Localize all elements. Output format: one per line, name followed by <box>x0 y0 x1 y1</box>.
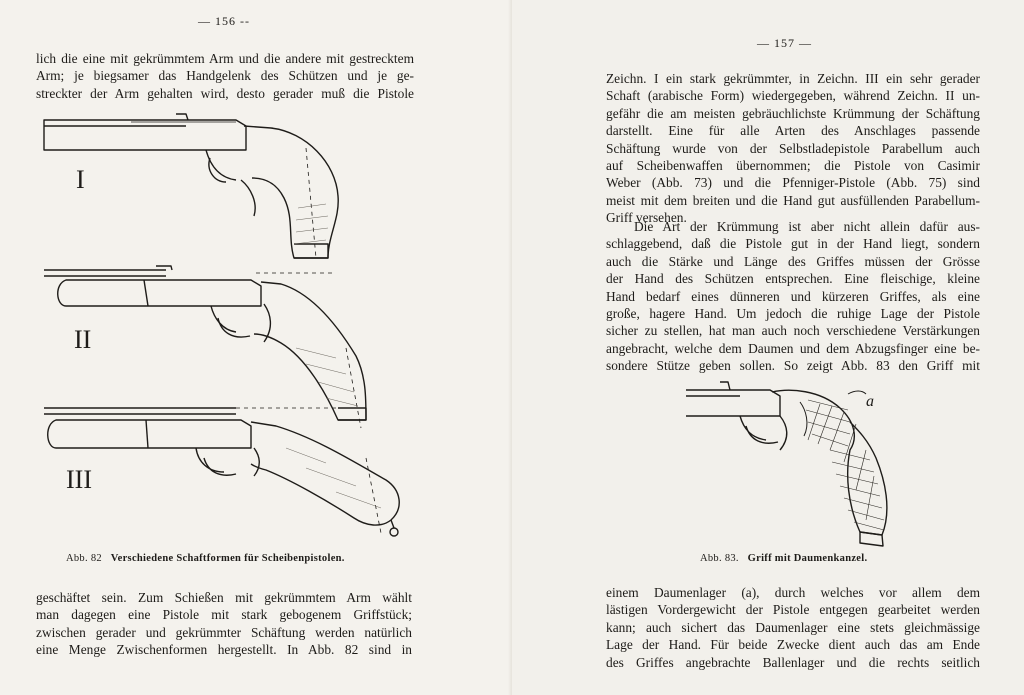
page-number-156: — 156 -- <box>198 14 250 28</box>
text-line: auf Scheibenwaffen übernommen; die Pistole von Casimir <box>606 158 980 174</box>
text-line: schlaggebend, daß die Pistole gut in der Hand liegt, sondern <box>606 236 980 252</box>
text-line: Zeichn. I ein stark gekrümmter, in Zeichn. III ein sehr gerader <box>606 71 980 86</box>
text-line: meist mit dem breiten und die Hand gut ausfüllenden Parabellum- <box>606 192 980 208</box>
caption-title: Verschiedene Schaftformen für Scheibenpistolen. <box>110 553 345 564</box>
figure-83-caption <box>700 553 867 564</box>
text-line: Weber (Abb. 73) und die Pfenniger-Pistole (Abb. 75) sind <box>606 175 980 191</box>
text-line: darstellt. Eine für alle Arten des Anschlages passende <box>606 123 980 139</box>
text-line: lästigen Vordergewicht der Pistole entgegen gearbeitet werden <box>606 602 980 618</box>
text-line: zwischen gerader und gekrümmter Schäftung werden natürlich <box>36 624 412 640</box>
label-i: I <box>76 165 85 194</box>
text-line: der Hand des Schützen entsprechen. Eine fleischige, kleine <box>606 271 980 287</box>
text-line: Griff versehen. <box>606 210 687 226</box>
text-line: große, hagere Hand. Um jedoch die ruhige Lage der Pistole <box>606 306 980 322</box>
text-line: Lage der Hand. Für beide Zwecke dient auch das am Ende <box>606 637 980 653</box>
label-a: a <box>866 393 874 410</box>
figure-83-grip <box>680 380 910 560</box>
text-line: lich die eine mit gekrümmtem Arm und die andere mit gestrecktem <box>36 51 414 66</box>
caption-title: Griff mit Daumenkanzel. <box>747 553 868 564</box>
text-line: Arm; je biegsamer das Handgelenk des Schützen und je ge- <box>36 68 414 84</box>
right-paragraph-bottom <box>606 584 980 671</box>
text-line: streckter der Arm gehalten wird, desto gerader muß die Pistole <box>36 85 414 101</box>
text-line: einem Daumenlager (a), durch welches vor allem dem <box>606 585 980 600</box>
text-line: sondere Stütze geben sollen. So zeigt Abb. 83 den Griff mit <box>606 358 980 374</box>
caption-number: Abb. 83. <box>700 553 739 564</box>
text-line: Schaft (arabische Form) wiedergegeben, während Zeichn. II un- <box>606 88 980 104</box>
text-line: Die Art der Krümmung ist aber nicht allein dafür aus- <box>634 219 980 234</box>
page-number-157: — 157 — <box>757 36 812 50</box>
caption-number: Abb. 82 <box>66 553 102 564</box>
text-line: geschäftet sein. Zum Schießen mit gekrümmtem Arm wählt <box>36 590 412 605</box>
label-ii: II <box>74 325 92 354</box>
right-paragraph-1 <box>606 70 980 227</box>
text-line: gefähr die am meisten gebräuchlichste Krümmung der Schäftung <box>606 105 980 121</box>
right-paragraph-2 <box>606 218 980 375</box>
text-line: man dagegen eine Pistole mit stark gebogenem Griffstück; <box>36 607 412 623</box>
text-line: eine Menge Zwischenformen hergestellt. In Abb. 82 sind in <box>36 642 412 658</box>
text-line: des Griffes angebrachte Ballenlager und die rechts seitlich <box>606 654 980 670</box>
figure-82-stock-shapes <box>36 108 436 548</box>
pistol-iii-drawing <box>44 408 399 536</box>
pistol-ii-drawing <box>44 266 366 428</box>
figure-82-caption <box>66 553 345 564</box>
left-paragraph-top <box>36 50 414 102</box>
pistol-i-drawing <box>44 114 338 258</box>
left-paragraph-bottom <box>36 589 412 659</box>
text-line: Schäftung wurde von der Selbstladepistole Parabellum auch <box>606 140 980 156</box>
text-line: auch die Stärke und Länge des Griffes müssen der Grösse <box>606 253 980 269</box>
text-line: sicher zu stellen, hat man auch noch verschiedene Verstärkungen <box>606 323 980 339</box>
text-line: kann; auch sichert das Daumenlager eine stets gleichmässige <box>606 619 980 635</box>
text-line: Hand bedarf eines dünneren und kürzeren Griffes, als eine <box>606 288 980 304</box>
label-iii: III <box>66 465 92 494</box>
text-line: angebracht, welche dem Daumen und dem Abzugsfinger eine be- <box>606 340 980 356</box>
